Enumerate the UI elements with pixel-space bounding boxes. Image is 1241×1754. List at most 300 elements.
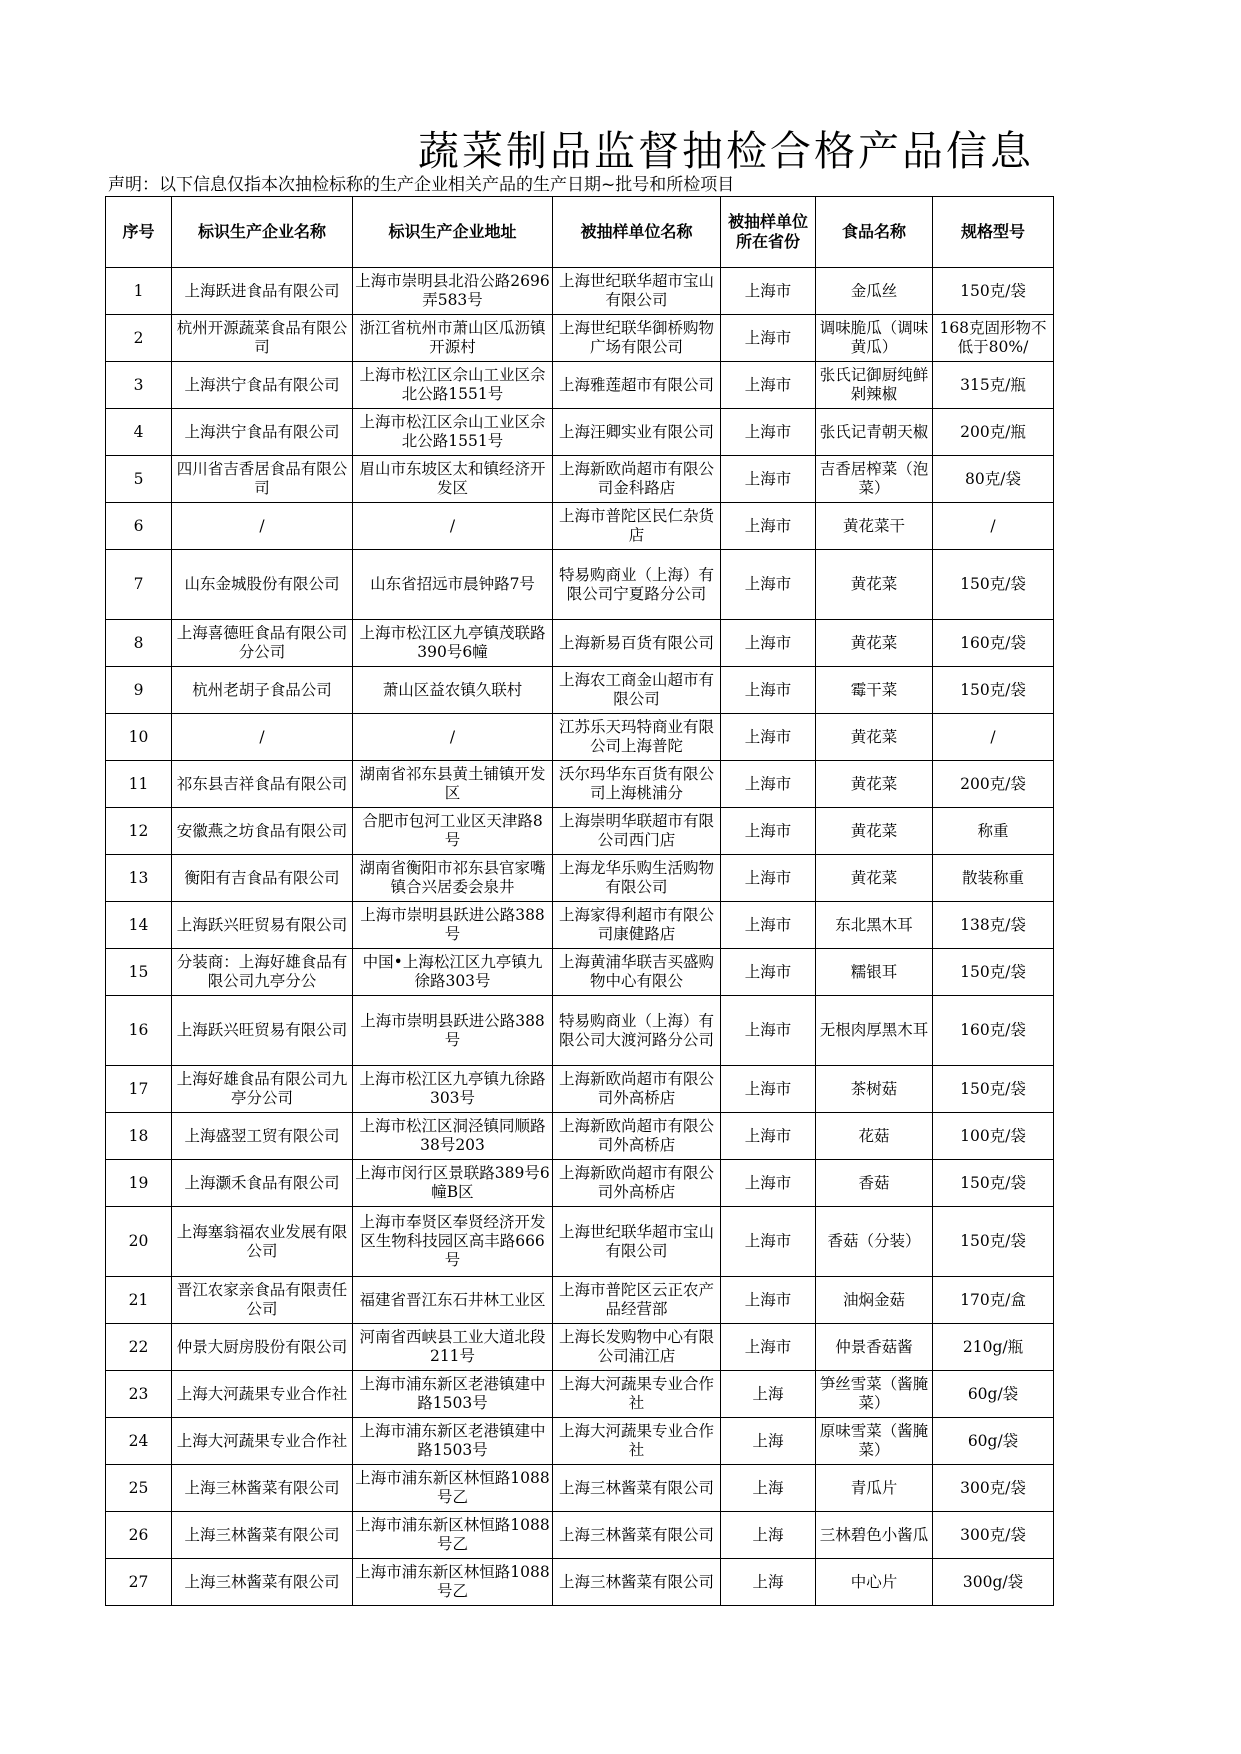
table-cell xyxy=(933,550,1054,620)
cell-text: 上海新欧尚超市有限公司金科路店 xyxy=(558,460,714,497)
table-cell: 上海市 xyxy=(721,362,816,409)
table-cell xyxy=(553,268,721,315)
table-cell xyxy=(172,1277,353,1324)
table-row xyxy=(106,550,1054,620)
table-cell xyxy=(816,667,933,714)
cell-text: 上海大河蔬果专业合作社 xyxy=(558,1375,714,1412)
table-cell xyxy=(816,1559,933,1606)
table-cell xyxy=(553,1113,721,1160)
table-row xyxy=(106,949,1054,996)
cell-text: / xyxy=(449,516,456,535)
table-cell xyxy=(933,1066,1054,1113)
table-cell: 9 xyxy=(106,667,172,714)
cell-text: 合肥市包河工业区天津路8号 xyxy=(362,812,543,849)
table-cell xyxy=(933,362,1054,409)
cell-text: 上海新欧尚超市有限公司外高桥店 xyxy=(558,1117,714,1154)
cell-text: 上海市普陀区民仁杂货店 xyxy=(558,507,714,544)
table-cell: 17 xyxy=(106,1066,172,1113)
table-cell xyxy=(816,1207,933,1277)
table-cell xyxy=(172,1160,353,1207)
table-cell: 18 xyxy=(106,1113,172,1160)
cell-text: 特易购商业（上海）有限公司宁夏路分公司 xyxy=(558,565,714,603)
table-cell: 6 xyxy=(106,503,172,550)
table-row xyxy=(106,1371,1054,1418)
table-cell: 24 xyxy=(106,1418,172,1465)
cell-text: 上海盛翌工贸有限公司 xyxy=(184,1126,340,1145)
table-cell xyxy=(933,761,1054,808)
disclaimer-notice: 声明：以下信息仅指本次抽检标称的生产企业相关产品的生产日期~批号和所检项目 xyxy=(108,175,735,195)
table-row xyxy=(106,456,1054,503)
table-cell xyxy=(172,949,353,996)
header-cell: 规格型号 xyxy=(933,197,1054,268)
table-cell xyxy=(353,761,553,808)
table-row xyxy=(106,1465,1054,1512)
table-cell xyxy=(172,1371,353,1418)
table-cell: 21 xyxy=(106,1277,172,1324)
table-cell xyxy=(933,902,1054,949)
table-cell: 上海市 xyxy=(721,949,816,996)
cell-text: 衡阳有吉食品有限公司 xyxy=(184,868,340,887)
cell-text: 上海大河蔬果专业合作社 xyxy=(176,1431,348,1450)
cell-text: 青瓜片 xyxy=(850,1478,898,1497)
table-cell xyxy=(816,550,933,620)
table-row xyxy=(106,362,1054,409)
table-cell xyxy=(933,620,1054,667)
cell-text: 湖南省衡阳市祁东县官家嘴镇合兴居委会泉井 xyxy=(359,859,546,896)
cell-text: 山东金城股份有限公司 xyxy=(184,575,340,593)
table-cell: 上海市 xyxy=(721,1160,816,1207)
table-cell xyxy=(353,1277,553,1324)
cell-text: 100克/袋 xyxy=(960,1126,1026,1145)
table-cell xyxy=(816,1277,933,1324)
cell-text: 花菇 xyxy=(858,1126,890,1145)
table-cell: 12 xyxy=(106,808,172,855)
table-cell xyxy=(816,714,933,761)
cell-text: 仲景香菇酱 xyxy=(835,1337,913,1356)
table-cell xyxy=(553,1066,721,1113)
cell-text: 80克/袋 xyxy=(965,469,1021,488)
table-cell xyxy=(172,1418,353,1465)
cell-text: 上海三林酱菜有限公司 xyxy=(558,1525,714,1544)
table-cell xyxy=(353,268,553,315)
cell-text: 调味脆瓜（调味黄瓜） xyxy=(819,319,929,356)
cell-text: 香菇（分装） xyxy=(827,1232,921,1250)
header-cell: 被抽样单位名称 xyxy=(553,197,721,268)
table-cell xyxy=(816,620,933,667)
table-row xyxy=(106,808,1054,855)
table-cell: 19 xyxy=(106,1160,172,1207)
table-cell: 15 xyxy=(106,949,172,996)
table-cell xyxy=(933,667,1054,714)
table-cell: 上海市 xyxy=(721,1207,816,1277)
cell-text: 散装称重 xyxy=(961,868,1024,887)
cell-text: 张氏记青朝天椒 xyxy=(819,422,929,441)
table-cell xyxy=(553,761,721,808)
table-cell: 22 xyxy=(106,1324,172,1371)
table-cell xyxy=(933,949,1054,996)
cell-text: 150克/袋 xyxy=(960,1079,1026,1098)
table-cell: 上海市 xyxy=(721,1277,816,1324)
table-cell xyxy=(353,949,553,996)
table-cell: 上海市 xyxy=(721,996,816,1066)
cell-text: 150克/袋 xyxy=(960,575,1026,593)
cell-text: 300克/袋 xyxy=(960,1478,1026,1497)
cell-text: 200克/袋 xyxy=(960,774,1026,793)
cell-text: 张氏记御厨纯鲜剁辣椒 xyxy=(819,366,929,403)
table-cell: 上海市 xyxy=(721,1324,816,1371)
table-cell xyxy=(172,1113,353,1160)
table-row xyxy=(106,268,1054,315)
cell-text: 上海市奉贤区奉贤经济开发区生物科技园区高丰路666号 xyxy=(359,1213,546,1269)
table-cell xyxy=(816,456,933,503)
table-cell: 上海市 xyxy=(721,503,816,550)
table-row xyxy=(106,315,1054,362)
header-cell: 被抽样单位所在省份 xyxy=(721,197,816,268)
table-cell xyxy=(553,949,721,996)
cell-text: 山东省招远市晨钟路7号 xyxy=(370,575,535,593)
cell-text: 160克/袋 xyxy=(960,633,1026,652)
cell-text: 黄花菜 xyxy=(850,633,898,652)
table-row xyxy=(106,1277,1054,1324)
cell-text: 中心片 xyxy=(850,1572,898,1591)
cell-text: 上海农工商金山超市有限公司 xyxy=(558,671,714,708)
table-cell xyxy=(933,268,1054,315)
cell-text: 黄花菜 xyxy=(850,868,898,887)
cell-text: 210g/瓶 xyxy=(962,1337,1024,1356)
table-cell xyxy=(933,714,1054,761)
table-cell xyxy=(816,1113,933,1160)
table-row xyxy=(106,714,1054,761)
table-cell: 上海市 xyxy=(721,268,816,315)
table-cell: 26 xyxy=(106,1512,172,1559)
page-title: 蔬菜制品监督抽检合格产品信息 xyxy=(418,127,1034,175)
table-cell: 上海市 xyxy=(721,550,816,620)
table-cell: 上海市 xyxy=(721,1113,816,1160)
table-cell xyxy=(172,996,353,1066)
table-cell xyxy=(933,1324,1054,1371)
table-cell: 7 xyxy=(106,550,172,620)
cell-text: 黄花菜干 xyxy=(842,516,905,535)
table-cell xyxy=(933,1465,1054,1512)
table-cell: 3 xyxy=(106,362,172,409)
table-cell xyxy=(553,1465,721,1512)
table-cell xyxy=(172,667,353,714)
table-cell xyxy=(933,1277,1054,1324)
cell-text: 上海三林酱菜有限公司 xyxy=(184,1525,340,1544)
table-cell xyxy=(172,456,353,503)
table-cell xyxy=(172,550,353,620)
table-cell xyxy=(353,550,553,620)
cell-text: 四川省吉香居食品有限公司 xyxy=(176,460,348,497)
table-cell xyxy=(933,456,1054,503)
table-cell xyxy=(172,409,353,456)
cell-text: 150克/袋 xyxy=(960,680,1026,699)
table-cell xyxy=(353,409,553,456)
table-cell xyxy=(816,1160,933,1207)
table-cell xyxy=(353,620,553,667)
cell-text: 杭州老胡子食品公司 xyxy=(192,680,332,699)
cell-text: 上海市浦东新区林恒路1088号乙 xyxy=(355,1469,550,1506)
table-cell xyxy=(553,1418,721,1465)
header-row xyxy=(106,197,1054,268)
table-row xyxy=(106,409,1054,456)
table-cell xyxy=(816,362,933,409)
table-cell: 27 xyxy=(106,1559,172,1606)
table-cell: 上海市 xyxy=(721,761,816,808)
table-cell xyxy=(353,362,553,409)
cell-text: / xyxy=(449,727,456,746)
cell-text: 上海长发购物中心有限公司浦江店 xyxy=(558,1328,714,1365)
table-cell xyxy=(172,1512,353,1559)
table-row xyxy=(106,1559,1054,1606)
table-cell xyxy=(933,855,1054,902)
table-row xyxy=(106,1066,1054,1113)
table-cell xyxy=(553,456,721,503)
table-cell xyxy=(933,1160,1054,1207)
table-cell xyxy=(353,1559,553,1606)
table-cell: 上海市 xyxy=(721,667,816,714)
cell-text: 上海大河蔬果专业合作社 xyxy=(558,1422,714,1459)
table-cell xyxy=(933,1559,1054,1606)
table-cell xyxy=(816,409,933,456)
cell-text: 三林碧色小酱瓜 xyxy=(819,1525,929,1544)
table-cell: 11 xyxy=(106,761,172,808)
table-cell: 上海 xyxy=(721,1559,816,1606)
table-cell xyxy=(933,1512,1054,1559)
table-cell xyxy=(353,1207,553,1277)
table-cell xyxy=(933,1113,1054,1160)
cell-text: 黄花菜 xyxy=(850,727,898,746)
table-cell xyxy=(816,808,933,855)
cell-text: 300克/袋 xyxy=(960,1525,1026,1544)
table-cell xyxy=(933,503,1054,550)
table-cell xyxy=(553,409,721,456)
table-cell xyxy=(353,855,553,902)
table-row xyxy=(106,1113,1054,1160)
cell-text: 上海市浦东新区老港镇建中路1503号 xyxy=(359,1422,546,1459)
cell-text: 60g/袋 xyxy=(967,1384,1019,1403)
table-cell xyxy=(172,1207,353,1277)
table-cell xyxy=(172,268,353,315)
table-cell xyxy=(353,1512,553,1559)
cell-text: 上海市浦东新区林恒路1088号乙 xyxy=(355,1563,550,1600)
table-cell xyxy=(172,362,353,409)
table-cell: 上海市 xyxy=(721,620,816,667)
cell-text: 黄花菜 xyxy=(850,774,898,793)
table-cell xyxy=(172,1324,353,1371)
cell-text: 吉香居榨菜（泡菜） xyxy=(819,460,929,497)
table-cell xyxy=(816,315,933,362)
cell-text: 上海三林酱菜有限公司 xyxy=(558,1478,714,1497)
table-cell xyxy=(816,855,933,902)
table-cell: 14 xyxy=(106,902,172,949)
table-cell xyxy=(353,503,553,550)
cell-text: 上海新欧尚超市有限公司外高桥店 xyxy=(558,1070,714,1107)
table-cell xyxy=(172,808,353,855)
table-cell xyxy=(553,1277,721,1324)
table-cell xyxy=(933,1418,1054,1465)
table-cell xyxy=(353,456,553,503)
table-cell: 20 xyxy=(106,1207,172,1277)
cell-text: 中国•上海松江区九亭镇九徐路303号 xyxy=(362,953,543,990)
cell-text: 上海洪宁食品有限公司 xyxy=(184,375,340,394)
cell-text: 上海大河蔬果专业合作社 xyxy=(176,1384,348,1403)
cell-text: 上海跃兴旺贸易有限公司 xyxy=(176,915,348,934)
table-cell xyxy=(933,1371,1054,1418)
table-row xyxy=(106,503,1054,550)
table-row xyxy=(106,761,1054,808)
table-row xyxy=(106,620,1054,667)
table-cell: 上海 xyxy=(721,1512,816,1559)
table-cell: 5 xyxy=(106,456,172,503)
cell-text: 香菇 xyxy=(858,1173,890,1192)
inspection-table xyxy=(105,196,1054,1606)
cell-text: 上海三林酱菜有限公司 xyxy=(184,1478,340,1497)
cell-text: 上海世纪联华御桥购物广场有限公司 xyxy=(558,319,714,356)
table-cell xyxy=(353,1465,553,1512)
table-cell xyxy=(816,1371,933,1418)
cell-text: 上海市松江区洞泾镇同顺路38号203 xyxy=(359,1117,546,1154)
table-cell xyxy=(553,1512,721,1559)
cell-text: 上海洪宁食品有限公司 xyxy=(184,422,340,441)
cell-text: 眉山市东坡区太和镇经济开发区 xyxy=(359,460,546,497)
cell-text: 上海市松江区九亭镇茂联路390号6幢 xyxy=(359,624,546,661)
table-cell: 上海市 xyxy=(721,456,816,503)
table-cell: 上海市 xyxy=(721,409,816,456)
table-cell: 上海市 xyxy=(721,1066,816,1113)
table-cell xyxy=(553,1207,721,1277)
cell-text: 黄花菜 xyxy=(850,575,898,593)
cell-text: 安徽燕之坊食品有限公司 xyxy=(176,821,348,840)
cell-text: 上海市普陀区云正农产品经营部 xyxy=(558,1281,714,1318)
cell-text: 上海黄浦华联吉买盛购物中心有限公 xyxy=(558,953,714,990)
table-cell: 上海市 xyxy=(721,808,816,855)
table-cell: 13 xyxy=(106,855,172,902)
table-cell xyxy=(172,855,353,902)
cell-text: 江苏乐天玛特商业有限公司上海普陀 xyxy=(558,718,714,755)
cell-text: 油焖金菇 xyxy=(842,1290,905,1309)
cell-text: 东北黑木耳 xyxy=(835,915,913,934)
cell-text: 分装商：上海好雄食品有限公司九亭分公 xyxy=(176,953,348,990)
cell-text: 河南省西峡县工业大道北段211号 xyxy=(359,1328,546,1365)
cell-text: 杭州开源蔬菜食品有限公司 xyxy=(176,319,348,356)
table-cell xyxy=(553,1160,721,1207)
table-cell xyxy=(553,855,721,902)
table-cell xyxy=(553,362,721,409)
table-cell: 2 xyxy=(106,315,172,362)
header-cell: 食品名称 xyxy=(816,197,933,268)
cell-text: 晋江农家亲食品有限责任公司 xyxy=(176,1281,348,1318)
table-cell xyxy=(553,503,721,550)
header-cell: 标识生产企业名称 xyxy=(172,197,353,268)
table-cell xyxy=(353,1160,553,1207)
cell-text: 160克/袋 xyxy=(960,1021,1026,1039)
table-cell xyxy=(553,1371,721,1418)
table-row xyxy=(106,1160,1054,1207)
cell-text: 祁东县吉祥食品有限公司 xyxy=(176,774,348,793)
cell-text: 霉干菜 xyxy=(850,680,898,699)
cell-text: 上海市浦东新区老港镇建中路1503号 xyxy=(359,1375,546,1412)
table-cell xyxy=(816,902,933,949)
cell-text: / xyxy=(259,516,265,535)
table-cell: 上海市 xyxy=(721,855,816,902)
table-cell xyxy=(353,1113,553,1160)
cell-text: / xyxy=(990,516,996,535)
table-cell xyxy=(816,268,933,315)
table-cell xyxy=(553,996,721,1066)
cell-text: 138克/袋 xyxy=(960,915,1026,934)
cell-text: 茶树菇 xyxy=(850,1079,898,1098)
table-cell xyxy=(353,1324,553,1371)
table-body xyxy=(106,268,1054,1606)
cell-text: 上海市浦东新区林恒路1088号乙 xyxy=(355,1516,550,1553)
cell-text: 上海雅莲超市有限公司 xyxy=(558,375,714,394)
cell-text: 湖南省祁东县黄土铺镇开发区 xyxy=(359,765,546,802)
cell-text: 仲景大厨房股份有限公司 xyxy=(176,1337,348,1356)
table-cell xyxy=(172,315,353,362)
table-cell xyxy=(816,1324,933,1371)
table-cell: 上海市 xyxy=(721,714,816,761)
cell-text: 168克固形物不低于80%/ xyxy=(939,319,1047,356)
table-cell xyxy=(816,1418,933,1465)
table-cell xyxy=(816,996,933,1066)
cell-text: 金瓜丝 xyxy=(850,281,898,300)
cell-text: 上海喜德旺食品有限公司分公司 xyxy=(176,624,348,661)
cell-text: 上海跃兴旺贸易有限公司 xyxy=(176,1021,348,1039)
cell-text: 上海市崇明县北沿公路2696弄583号 xyxy=(355,272,550,309)
header-cell: 序号 xyxy=(106,197,172,268)
cell-text: 上海世纪联华超市宝山有限公司 xyxy=(558,1222,714,1260)
table-cell: 10 xyxy=(106,714,172,761)
cell-text: 无根肉厚黑木耳 xyxy=(819,1021,929,1039)
table-cell: 上海 xyxy=(721,1465,816,1512)
table-row xyxy=(106,1207,1054,1277)
cell-text: 上海新欧尚超市有限公司外高桥店 xyxy=(558,1164,714,1201)
table-cell xyxy=(816,1465,933,1512)
table-cell xyxy=(933,315,1054,362)
cell-text: 150克/袋 xyxy=(960,1173,1026,1192)
table-row xyxy=(106,902,1054,949)
table-cell xyxy=(353,1371,553,1418)
table-cell xyxy=(172,1559,353,1606)
cell-text: 沃尔玛华东百货有限公司上海桃浦分 xyxy=(558,765,714,802)
cell-text: 150克/袋 xyxy=(960,1232,1026,1250)
cell-text: 上海好雄食品有限公司九亭分公司 xyxy=(176,1070,348,1107)
table-cell xyxy=(172,503,353,550)
cell-text: 上海市闵行区景联路389号6幢B区 xyxy=(355,1164,550,1201)
cell-text: 上海市崇明县跃进公路388号 xyxy=(360,906,545,943)
table-cell xyxy=(172,902,353,949)
cell-text: 200克/瓶 xyxy=(960,422,1026,441)
cell-text: 300g/袋 xyxy=(962,1572,1024,1591)
table-row xyxy=(106,1324,1054,1371)
table-cell xyxy=(353,1418,553,1465)
cell-text: 60g/袋 xyxy=(967,1431,1019,1450)
cell-text: 上海塞翁福农业发展有限公司 xyxy=(176,1222,348,1260)
cell-text: 萧山区益农镇久联村 xyxy=(382,680,523,699)
table-cell xyxy=(353,667,553,714)
table-cell xyxy=(553,1324,721,1371)
cell-text: 上海跃进食品有限公司 xyxy=(184,281,340,300)
table-cell xyxy=(553,315,721,362)
cell-text: 笋丝雪菜（酱腌菜） xyxy=(819,1375,929,1412)
cell-text: 上海市松江区佘山工业区佘北公路1551号 xyxy=(359,413,546,450)
table-cell: 上海市 xyxy=(721,902,816,949)
table-cell: 上海 xyxy=(721,1418,816,1465)
table-cell: 8 xyxy=(106,620,172,667)
table-cell xyxy=(353,714,553,761)
table-cell xyxy=(933,808,1054,855)
